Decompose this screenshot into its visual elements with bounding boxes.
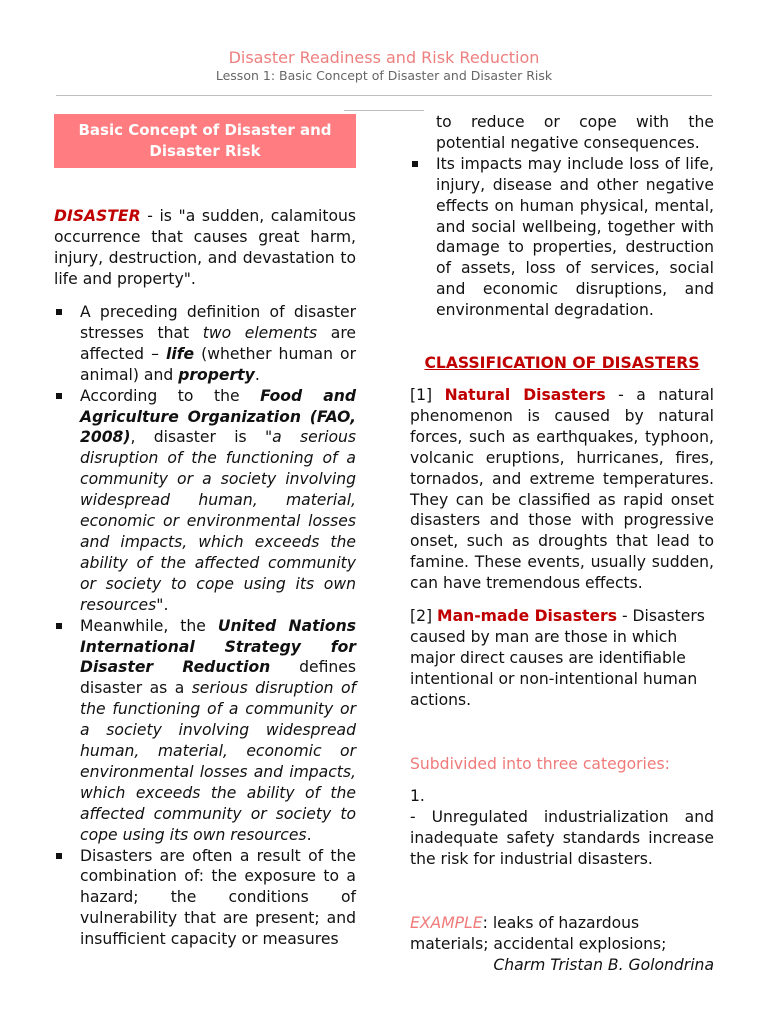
left-bullet-list [54, 302, 356, 950]
subdivided-heading: Subdivided into three categories: [410, 755, 670, 773]
example-label: EXAMPLE [410, 914, 483, 932]
definition-text: - is "a sudden, calamitous occurrence that causes great harm, injury, destruction, and devastation to life and property". [54, 207, 356, 288]
disaster-definition [54, 206, 356, 290]
right-bullet-list [410, 112, 714, 321]
section-title-box [54, 114, 356, 168]
natural-disasters-paragraph: [1] Natural Disasters - a natural phenomenon is caused by natural forces, such as earthquakes, typhoon, volcanic eruptions, hurricanes, fires, tornados, and extreme temperatures. They can be classified as rapid onset disasters and those with progressive onset, such as droughts that lead to famine. These events, usually sudden, can have tremendous effects. [410, 386, 714, 593]
list-item: Disasters are often a result of the combination of: the exposure to a hazard; the conditions of vulnerability that are present; and insufficient capacity or measures [54, 846, 356, 951]
natural-disasters-term: Natural Disasters [444, 386, 606, 404]
list-item: Meanwhile, the United Nations International Strategy for Disaster Reduction defines disaster as a serious disruption of the functioning of a community or a society involving widespread human, material, economic or environmental losses and impacts, which exceeds the ability of the affected community or society to cope using its own resources. [54, 616, 356, 846]
manmade-disasters-term: Man-made Disasters [437, 607, 617, 625]
definition-term: DISASTER [54, 207, 141, 225]
category-item-text: - Unregulated industrialization and inadequate safety standards increase the risk for industrial disasters. [410, 808, 714, 868]
list-item: According to the Food and Agriculture Organization (FAO, 2008), disaster is "a serious disruption of the functioning of a community or a society involving widespread human, material, economic or environmental losses and impacts, which exceeds the ability of the affected community or society to cope using its own resources". [54, 386, 356, 616]
lesson-subtitle: Lesson 1: Basic Concept of Disaster and Disaster Risk [215, 68, 553, 83]
author-signature: Charm Tristan B. Golondrina [493, 956, 714, 974]
page-header [0, 48, 768, 84]
example-paragraph: EXAMPLE: leaks of hazardous materials; accidental explosions; [410, 914, 667, 953]
header-short-divider [344, 110, 424, 111]
section-title: Basic Concept of Disaster and Disaster Risk [78, 121, 332, 160]
list-item-continuation: to reduce or cope with the potential negative consequences. [436, 113, 714, 152]
list-item: Its impacts may include loss of life, injury, disease and other negative effects on human physical, mental, and social wellbeing, together with damage to properties, destruction of assets, loss of services, social and economic disruptions, and environmental degradation. [410, 154, 714, 321]
header-divider [56, 95, 712, 96]
category-item-number: 1. [410, 787, 425, 805]
classification-heading: CLASSIFICATION OF DISASTERS [424, 354, 700, 372]
list-item: A preceding definition of disaster stresses that two elements are affected – life (whether human or animal) and property. [54, 302, 356, 386]
document-title: Disaster Readiness and Risk Reduction [228, 48, 540, 67]
manmade-disasters-paragraph: [2] Man-made Disasters - Disasters caused by man are those in which major direct causes are identifiable intentional or non-intentional human actions. [410, 607, 705, 709]
